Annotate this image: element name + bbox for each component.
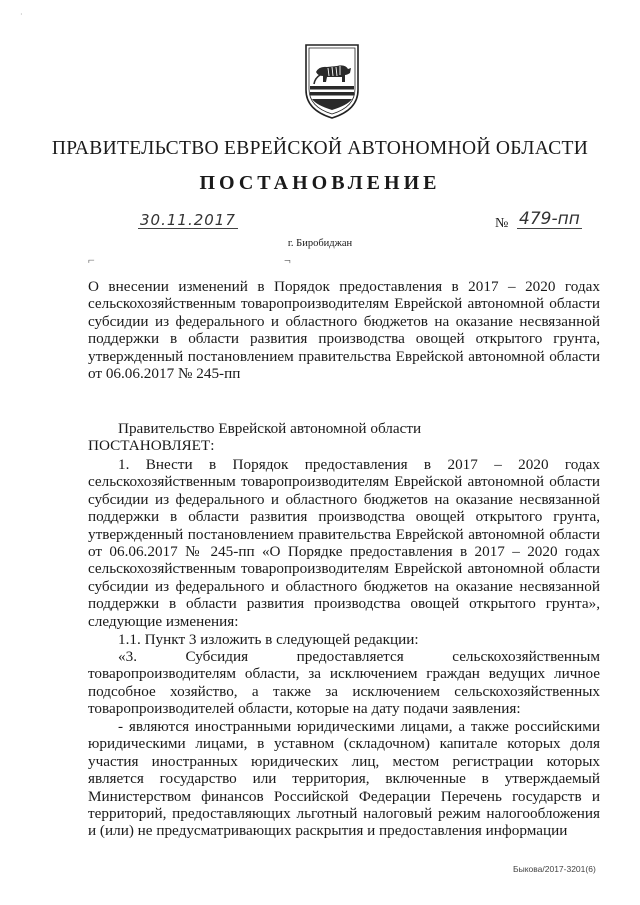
number-label: № — [495, 216, 509, 231]
document-type-title: ПОСТАНОВЛЕНИЕ — [199, 172, 441, 194]
decree-number: 479-пп — [519, 209, 580, 229]
government-name: ПРАВИТЕЛЬСТВО ЕВРЕЙСКОЙ АВТОНОМНОЙ ОБЛАСТИ — [51, 138, 589, 159]
government-subject: Правительство Еврейской автономной области — [118, 420, 422, 437]
bullet-paragraph: - являются иностранными юридическими лицами, а также российскими юридическими лицами, в уставном (складочном) капитале которых доля участия иностранных юридических лиц, местом регистрации которых является государство или территория, включенные в утверждаемый Министерством финансов Российской Федерации Перечень государств и территорий, предоставляющих льготный налоговый режим налогообложения и (или) не предусматривающих раскрытия и предоставления информации — [88, 718, 600, 840]
quoted-paragraph-3: «3. Субсидия предоставляется сельскохозяйственным товаропроизводителям области, за исключением граждан ведущих личное подсобное хозяйство, а также за исключением сельскохозяйственных товаропроизводителей области, которые на дату подачи заявления: — [88, 648, 600, 718]
resolves-heading: ПОСТАНОВЛЯЕТ: — [88, 437, 215, 454]
item-1-1-paragraph: 1.1. Пункт 3 изложить в следующей редакции: — [118, 631, 419, 648]
coat-of-arms-emblem — [303, 42, 361, 120]
decree-date: 30.11.2017 — [140, 211, 236, 229]
city-name: г. Биробиджан — [287, 238, 353, 249]
document-footer-code: Быкова/2017-3201(6) — [513, 864, 596, 874]
scan-speck: · — [20, 10, 23, 19]
decree-title-paragraph: О внесении изменений в Порядок предоставления в 2017 – 2020 годах сельскохозяйственным товаропроизводителям Еврейской автономной области субсидии из федерального и областного бюджетов на оказание несвязанной поддержки в области развития производства овощей открытого грунта, утвержденный постановлением правительства Еврейской автономной области от 06.06.2017 № 245-пп — [88, 278, 600, 383]
title-bracket-right-icon: ¬ — [284, 253, 291, 267]
item-1-paragraph: 1. Внести в Порядок предоставления в 2017 – 2020 годах сельскохозяйственным товаропроизводителям Еврейской автономной области субсидии из федерального и областного бюджетов на оказание несвязанной поддержки в области развития производства овощей открытого грунта, утвержденный постановлением правительства Еврейской автономной области от 06.06.2017 № 245-пп «О Порядке предоставления в 2017 – 2020 годах сельскохозяйственным товаропроизводителям Еврейской автономной области субсидии из федерального и областного бюджетов на оказание несвязанной поддержки в области развития производства овощей открытого грунта», следующие изменения: — [88, 456, 600, 630]
title-bracket-left-icon: ⌐ — [88, 253, 95, 267]
